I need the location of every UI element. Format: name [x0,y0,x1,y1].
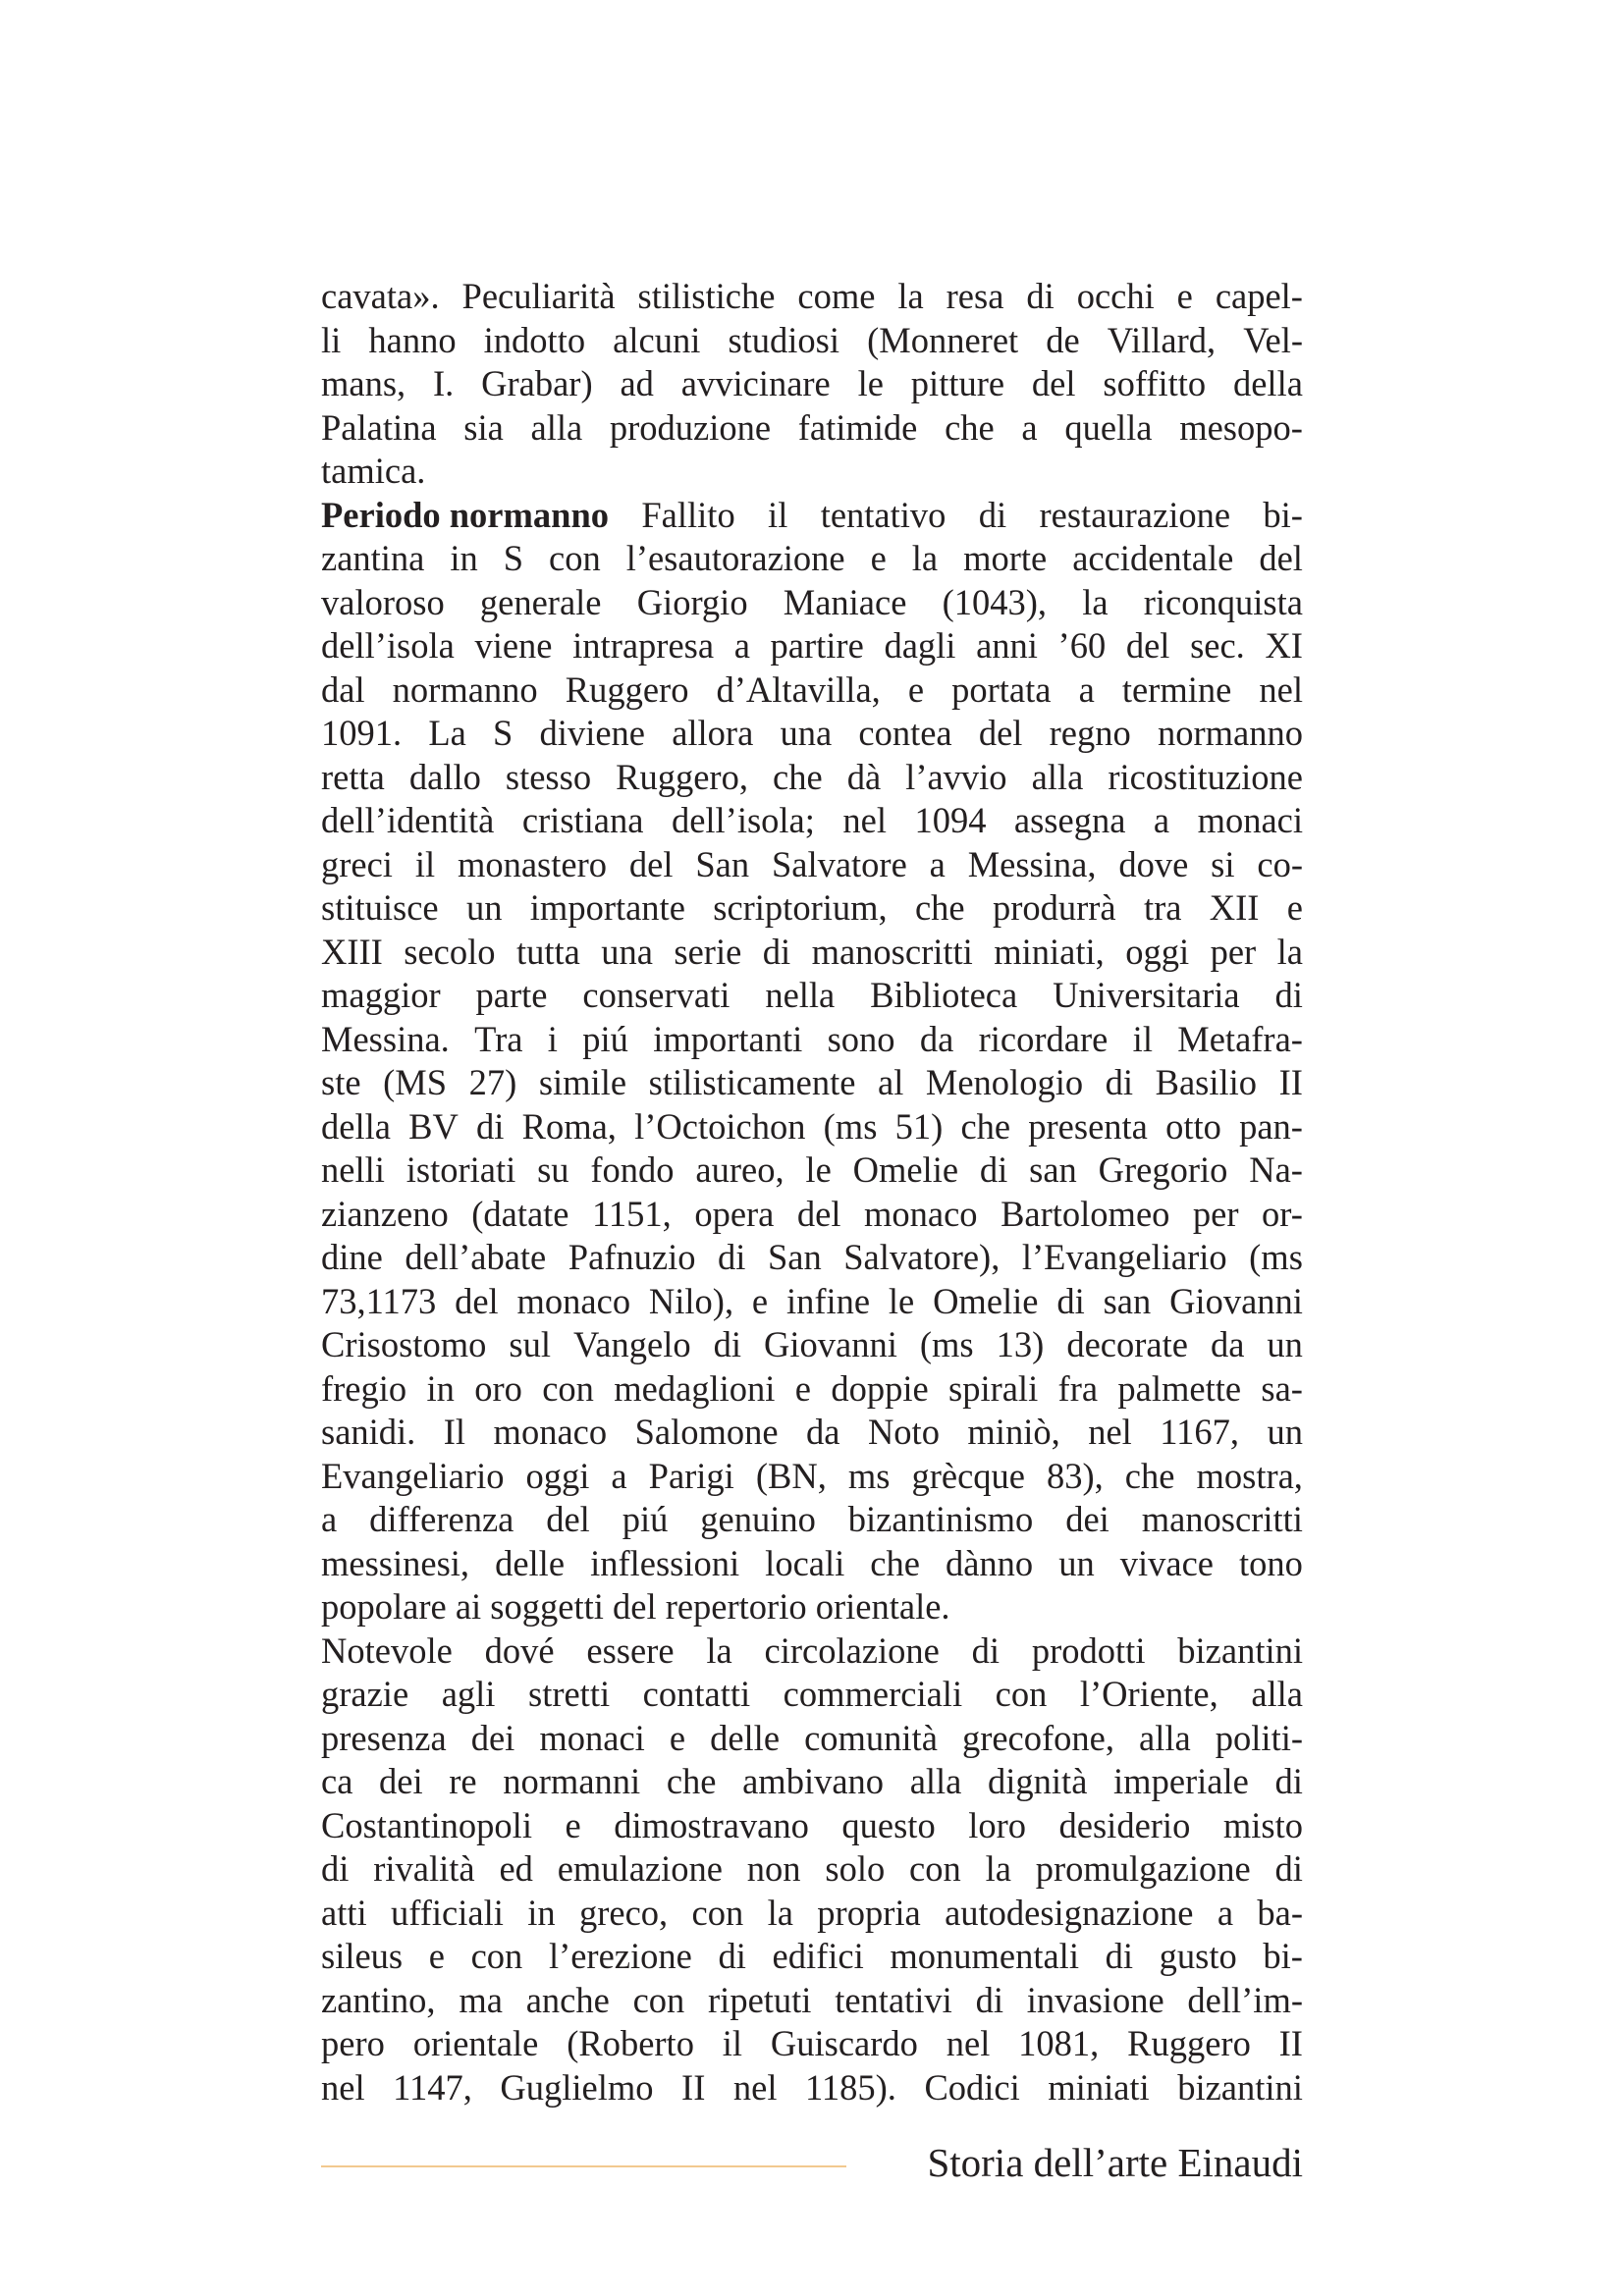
text-line: presenza dei monaci e delle comunità grecofone, alla politi- [321,1717,1303,1758]
text-line: zianzeno (datate 1151, opera del monaco Bartolomeo per or- [321,1193,1303,1234]
text-line: ca dei re normanni che ambivano alla dignità imperiale di [321,1761,1303,1801]
text-line: li hanno indotto alcuni studiosi (Monneret de Villard, Vel- [321,319,1303,360]
text-line: sanidi. Il monaco Salomone da Noto miniò, nel 1167, un [321,1412,1303,1452]
text-line: 1091. La S diviene allora una contea del regno normanno [321,713,1303,753]
body-text [321,275,1303,2109]
text-line: tamica. [321,451,426,491]
text-line: zantina in S con l’esautorazione e la morte accidentale del [321,538,1303,578]
text-line: dell’isola viene intrapresa a partire dagli anni ’60 del sec. XI [321,625,1303,666]
text-line: Costantinopoli e dimostravano questo loro desiderio misto [321,1804,1303,1845]
text-line: a differenza del piú genuino bizantinismo dei manoscritti [321,1499,1303,1539]
text-line: XIII secolo tutta una serie di manoscritti miniati, oggi per la [321,931,1303,972]
text-line: della BV di Roma, l’Octoichon (ms 51) che presenta otto pan- [321,1105,1303,1147]
text-line: dal normanno Ruggero d’Altavilla, e portata a termine nel [321,668,1303,710]
paragraph-2 [321,494,1303,1629]
text-line: dine dell’abate Pafnuzio di San Salvatore), l’Evangeliario (ms [321,1237,1303,1277]
text-line: zantino, ma anche con ripetuti tentativi di invasione dell’im- [321,1979,1303,2020]
text-line: messinesi, delle inflessioni locali che dànno un vivace tono [321,1542,1303,1583]
text-line: ste (MS 27) simile stilisticamente al Menologio di Basilio II [321,1062,1303,1102]
text-line: popolare ai soggetti del repertorio orientale. [321,1586,950,1627]
text-line: stituisce un importante scriptorium, che produrrà tra XII e [321,887,1303,928]
paragraph-1 [321,275,1303,494]
text-line: valoroso generale Giorgio Maniace (1043), la riconquista [321,581,1303,622]
text-line: mans, I. Grabar) ad avvicinare le pitture del soffitto della [321,363,1303,403]
text-line-with-heading: Periodo normanno Fallito il tentativo di restaurazione bi- [321,494,1303,538]
text-line: Evangeliario oggi a Parigi (BN, ms grècque 83), che mostra, [321,1455,1303,1496]
text-line: nelli istoriati su fondo aureo, le Omelie di san Gregorio Na- [321,1149,1303,1190]
text-line: maggior parte conservati nella Biblioteca Universitaria di [321,975,1303,1015]
footer-title: Storia dell’arte Einaudi [927,2140,1303,2185]
text-line: dell’identità cristiana dell’isola; nel 1094 assegna a monaci [321,800,1303,840]
text-line: retta dallo stesso Ruggero, che dà l’avvio alla ricostituzione [321,756,1303,797]
text-line: atti ufficiali in greco, con la propria autodesignazione a ba- [321,1892,1303,1933]
text-line: di rivalità ed emulazione non solo con la promulgazione di [321,1848,1303,1889]
text-line: Notevole dové essere la circolazione di prodotti bizantini [321,1629,1303,1671]
text-line: 73,1173 del monaco Nilo), e infine le Omelie di san Giovanni [321,1280,1303,1321]
text-line: cavata». Peculiarità stilistiche come la resa di occhi e capel- [321,276,1303,316]
text-line: sileus e con l’erezione di edifici monumentali di gusto bi- [321,1936,1303,1976]
text-line: pero orientale (Roberto il Guiscardo nel 1081, Ruggero II [321,2023,1303,2063]
footer-rule [321,2165,846,2167]
text-line: grazie agli stretti contatti commerciali con l’Oriente, alla [321,1674,1303,1714]
section-heading: Periodo normanno [321,494,610,535]
paragraph-3 [321,1629,1303,2110]
text-line: Palatina sia alla produzione fatimide che a quella mesopo- [321,406,1303,448]
text-line: Crisostomo sul Vangelo di Giovanni (ms 13) decorate da un [321,1324,1303,1364]
text-line: greci il monastero del San Salvatore a Messina, dove si co- [321,843,1303,884]
text-line: nel 1147, Guglielmo II nel 1185). Codici miniati bizantini [321,2066,1303,2108]
text-line: fregio in oro con medaglioni e doppie spirali fra palmette sa- [321,1367,1303,1409]
text-line: Messina. Tra i piú importanti sono da ricordare il Metafra- [321,1018,1303,1059]
